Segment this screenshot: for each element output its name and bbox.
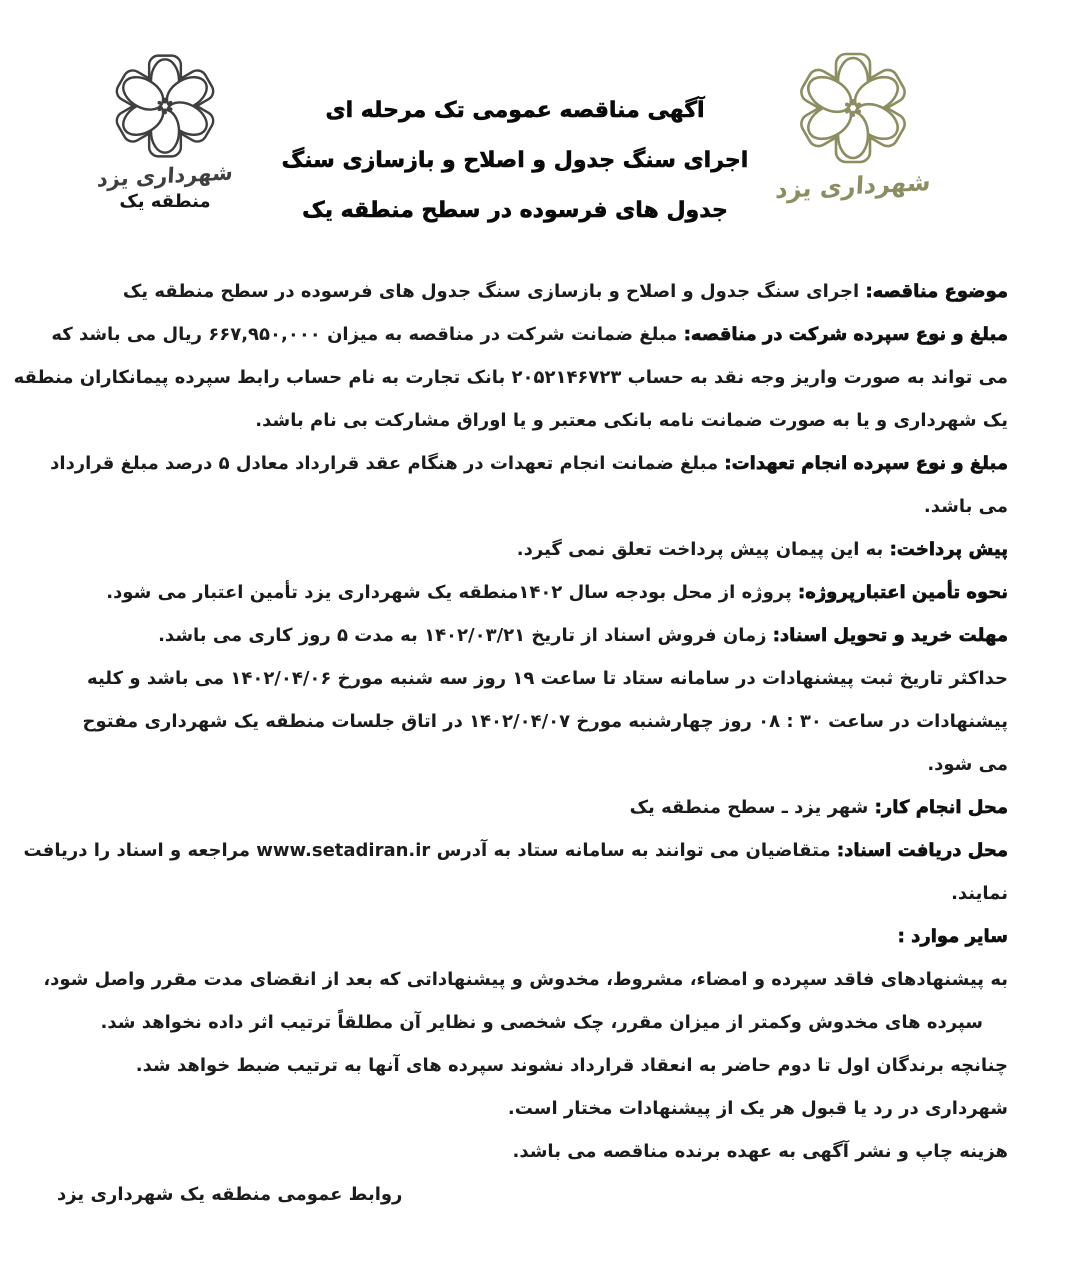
paragraph-label: مبلغ و نوع سپرده انجام تعهدات: — [724, 453, 1008, 474]
paragraph-text: پروژه از محل بودجه سال ۱۴۰۲منطقه یک شهرداری یزد تأمین اعتبار می شود. — [106, 582, 798, 603]
paragraph-text: می تواند به صورت واریز وجه نقد به حساب ۲۰۵۲۱۴۶۷۲۳ بانک تجارت به نام حساب رابط سپرده پیمانکاران منطقه — [13, 367, 1008, 388]
right-logo-calligraphy: شهرداری یزد — [774, 167, 932, 205]
paragraph-text: سپرده های مخدوش وکمتر از میزان مقرر، چک شخصی و نظایر آن مطلقاً ترتیب اثر داده نخواهد شد. — [100, 1012, 983, 1033]
body-line — [57, 915, 1008, 958]
paragraph-text: می باشد. — [923, 496, 1008, 517]
paragraph-text: روابط عمومی منطقه یک شهرداری یزد — [57, 1184, 403, 1205]
body-line — [51, 313, 1008, 356]
paragraph-text: می شود. — [927, 754, 1008, 775]
yazd-municipality-emblem-icon — [109, 50, 221, 162]
paragraph-text: زمان فروش اسناد از تاریخ ۱۴۰۲/۰۳/۲۱ به مدت ۵ روز کاری می باشد. — [158, 625, 773, 646]
paragraph-label: سایر موارد : — [897, 926, 1008, 947]
paragraph-label: نحوه تأمین اعتبارپروژه: — [798, 582, 1008, 603]
paragraph-text: پیشنهادات در ساعت ۳۰ : ۰۸ روز چهارشنبه مورخ ۱۴۰۲/۰۴/۰۷ در اتاق جلسات منطقه یک شهرداری مفتوح — [82, 711, 1008, 732]
title-line-2: اجرای سنگ جدول و اصلاح و بازسازی سنگ — [281, 148, 749, 173]
paragraph-text: حداکثر تاریخ ثبت پیشنهادات در سامانه ستاد تا ساعت ۱۹ روز سه شنبه مورخ ۱۴۰۲/۰۴/۰۶ می باشد و کلیه — [87, 668, 1008, 689]
tender-title — [255, 86, 775, 236]
body-line — [43, 958, 1008, 1001]
paragraph-text: نمایند. — [951, 883, 1008, 904]
body-line — [57, 485, 1008, 528]
body-text — [13, 270, 1008, 1216]
paragraph-text: هزینه چاپ و نشر آگهی به عهده برنده مناقصه می باشد. — [512, 1141, 1008, 1162]
yazd-municipality-emblem-icon — [793, 48, 913, 168]
body-line — [57, 528, 1008, 571]
body-line — [23, 829, 1008, 872]
body-line — [57, 1087, 1008, 1130]
header-left-logo — [80, 50, 250, 212]
body-line — [50, 442, 1008, 485]
body-line — [57, 657, 1008, 700]
paragraph-label: محل دریافت اسناد: — [836, 840, 1008, 861]
body-line — [57, 1044, 1008, 1087]
body-line — [57, 571, 1008, 614]
paragraph-text: متقاضیان می توانند به سامانه ستاد به آدرس www.setadiran.ir مراجعه و اسناد را دریافت — [23, 840, 837, 861]
paragraph-text: مبلغ ضمانت شرکت در مناقصه به میزان ۶۶۷,۹۵۰,۰۰۰ ریال می باشد که — [51, 324, 684, 345]
paragraph-text: شهر یزد ـ سطح منطقه یک — [629, 797, 875, 818]
body-line — [57, 399, 1008, 442]
paragraph-text: یک شهرداری و یا به صورت ضمانت نامه بانکی معتبر و یا اوراق مشارکت بی نام باشد. — [255, 410, 1008, 431]
paragraph-label: مهلت خرید و تحویل اسناد: — [772, 625, 1008, 646]
header-right-logo — [758, 48, 948, 205]
title-line-3: جدول های فرسوده در سطح منطقه یک — [302, 198, 728, 223]
body-line — [57, 872, 1008, 915]
body-line — [57, 270, 1008, 313]
body-line — [57, 614, 1008, 657]
body-line — [57, 700, 1008, 743]
body-line — [57, 1130, 1008, 1173]
title-line-1: آگهی مناقصه عمومی تک مرحله ای — [325, 98, 705, 123]
paragraph-text: چنانچه برندگان اول تا دوم حاضر به انعقاد قرارداد نشوند سپرده های آنها به ترتیب ضبط خواهد شد. — [135, 1055, 1008, 1076]
paragraph-label: پیش پرداخت: — [889, 539, 1008, 560]
paragraph-label: محل انجام کار: — [874, 797, 1008, 818]
paragraph-text: به این پیمان پیش پرداخت تعلق نمی گیرد. — [516, 539, 890, 560]
body-line — [57, 743, 1008, 786]
body-line — [57, 786, 1008, 829]
body-line — [13, 356, 1008, 399]
district-label: منطقه یک — [119, 191, 211, 212]
signature — [57, 1173, 1008, 1216]
left-logo-calligraphy: شهرداری یزد — [96, 160, 234, 192]
paragraph-text: مبلغ ضمانت انجام تعهدات در هنگام عقد قرارداد معادل ۵ درصد مبلغ قرارداد — [50, 453, 725, 474]
paragraph-text: به پیشنهادهای فاقد سپرده و امضاء، مشروط، مخدوش و پیشنهاداتی که بعد از انقضای مدت مقرر واصل شود، — [43, 969, 1008, 990]
paragraph-label: مبلغ و نوع سپرده شرکت در مناقصه: — [683, 324, 1008, 345]
paragraph-text: شهرداری در رد یا قبول هر یک از پیشنهادات مختار است. — [507, 1098, 1008, 1119]
paragraph-label: موضوع مناقصه: — [865, 281, 1008, 302]
paragraph-text: اجرای سنگ جدول و اصلاح و بازسازی سنگ جدول های فرسوده در سطح منطقه یک — [122, 281, 866, 302]
body-line — [57, 1001, 983, 1044]
